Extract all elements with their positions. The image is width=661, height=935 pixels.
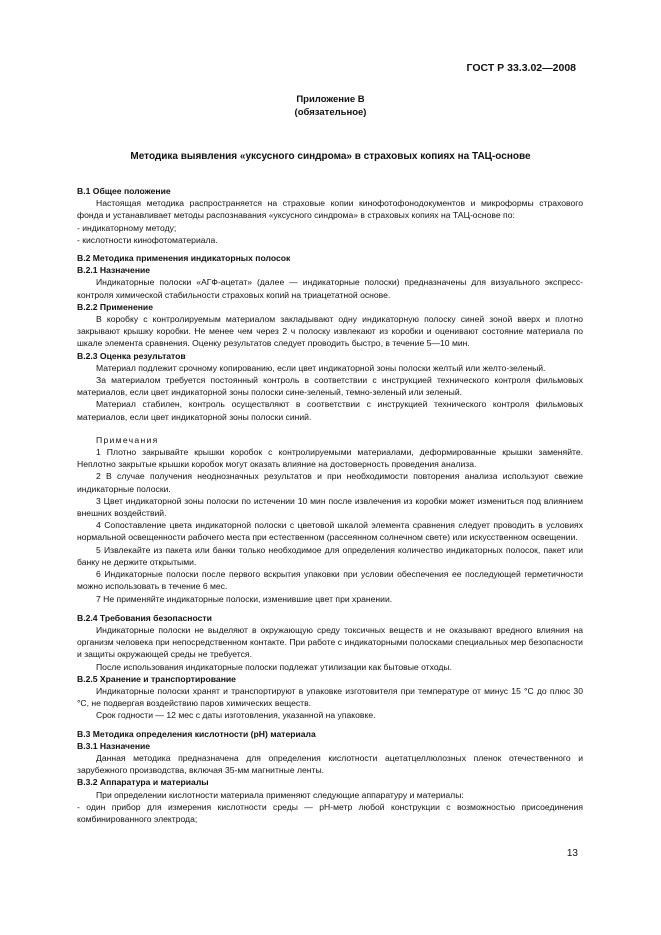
paragraph: Данная методика предназначена для определения кислотности ацетатцеллюлозных пленок отечественного и зарубежного производства, включая 35-мм магнитные ленты. xyxy=(77,752,583,776)
section-b2-heading: В.2 Методика применения индикаторных полосок xyxy=(77,253,291,264)
appendix-type: (обязательное) xyxy=(294,107,367,118)
note-item: 4 Сопоставление цвета индикаторной полоски с цветовой шкалой элемента сравнения следует проводить в условиях нормальной освещенности рабочего места при естественном (рассеянном солнечном свете) или искусственном освещении. xyxy=(77,520,583,543)
paragraph: В коробку с контролируемым материалом закладывают одну индикаторную полоску синей зоной вверх и плотно закрывают крышку коробки. Не менее чем через 2 ч полоску извлекают из коробки и оценивают состояние материала по шкале элемента сравнения. Оценку результатов следует проводить быстро, в течение 5—10 мин. xyxy=(77,314,583,349)
section-b1-text: Настоящая методика распространяется на страховые копии кинофотофонодокументов и микроформы страхового фонда и устанавливает методы распознавания «уксусного синдрома» в страховых копиях на ТАЦ-основе по: xyxy=(77,198,583,221)
paragraph: Индикаторные полоски «АГФ-ацетат» (далее — индикаторные полоски) предназначены для визуального экспресс-контроля химической стабильности страховых копий на триацетатной основе. xyxy=(77,277,583,300)
subsection-heading: В.3.1 Назначение xyxy=(77,740,151,751)
appendix-heading xyxy=(0,93,661,119)
subsection-heading: В.2.2 Применение xyxy=(77,301,153,312)
section-b1-heading: В.1 Общее положение xyxy=(77,186,171,196)
document-body xyxy=(77,183,583,825)
appendix-title: Приложение В xyxy=(296,94,365,105)
note-item: 6 Индикаторные полоски после первого вскрытия упаковки при условии обеспечения ее последующей герметичности можно использовать в течение 6 мес. xyxy=(77,569,583,592)
paragraph: При определении кислотности материала применяют следующие аппаратуру и материалы: xyxy=(96,789,464,800)
paragraph: Материал подлежит срочному копированию, если цвет индикаторной зоны полоски желтый или желто-зеленый. xyxy=(96,362,546,373)
list-item: - индикаторному методу; xyxy=(77,222,177,233)
note-item: 3 Цвет индикаторной зоны полоски по истечении 10 мин после извлечения из коробки может измениться под влиянием внешних воздействий. xyxy=(77,495,583,519)
list-item: - кислотности кинофотоматериала. xyxy=(77,234,218,245)
section-b3-heading: В.3 Методика определения кислотности (pH) материала xyxy=(77,728,316,739)
subsection-heading: В.2.5 Хранение и транспортирование xyxy=(77,673,236,684)
paragraph: Индикаторные полоски не выделяют в окружающую среду токсичных веществ и не оказывают вредного влияния на организм человека при непосредственном контакте. При работе с индикаторными полосками специальных мер безопасности и защиты окружающей среды не требуется. xyxy=(77,624,583,660)
paragraph: Индикаторные полоски хранят и транспортируют в упаковке изготовителя при температуре от минус 15 °С до плюс 30 °С, не подвергая воздействию паров химических веществ. xyxy=(77,685,583,709)
subsection-heading: В.2.3 Оценка результатов xyxy=(77,350,186,361)
note-item: 2 В случае получения неоднозначных результатов и при необходимости повторения анализа используют свежие индикаторные полоски. xyxy=(77,471,583,494)
notes-heading: Примечания xyxy=(96,434,159,445)
subsection-heading: В.2.1 Назначение xyxy=(77,265,151,276)
paragraph: Срок годности — 12 мес с даты изготовления, указанной на упаковке. xyxy=(96,710,376,721)
method-title: Методика выявления «уксусного синдрома» в страховых копиях на ТАЦ-основе xyxy=(130,151,531,162)
note-item: 5 Извлекайте из пакета или банки только необходимое для определения количество индикаторных полосок, пакет или банку не держите открытыми. xyxy=(77,544,583,567)
subsection-heading: В.3.2 Аппаратура и материалы xyxy=(77,777,209,788)
page-number: 13 xyxy=(566,848,578,859)
subsection-heading: В.2.4 Требования безопасности xyxy=(77,612,212,623)
list-item: - один прибор для измерения кислотности среды — pH-метр любой конструкции с возможностью присоединения комбинированного электрода; xyxy=(77,801,583,824)
note-item: 7 Не применяйте индикаторные полоски, изменившие цвет при хранении. xyxy=(96,593,393,604)
note-item: 1 Плотно закрывайте крышки коробок с контролируемыми материалами, деформированные крышки заменяйте. Неплотно закрытые крышки коробок могут оказать влияние на достоверность проведения анализа. xyxy=(77,447,583,470)
paragraph: Материал стабилен, контроль осуществляют в соответствии с инструкцией технического контроля фильмовых материалов, если цвет индикаторной зоны полоски синий. xyxy=(77,399,583,422)
paragraph: За материалом требуется постоянный контроль в соответствии с инструкцией технического контроля фильмовых материалов, если цвет индикаторной зоны полоски сине-зеленый, темно-зеленый или зеленый. xyxy=(77,375,583,398)
standard-code: ГОСТ Р 33.3.02—2008 xyxy=(466,62,576,74)
paragraph: После использования индикаторные полоски подлежат утилизации как бытовые отходы. xyxy=(96,661,452,672)
